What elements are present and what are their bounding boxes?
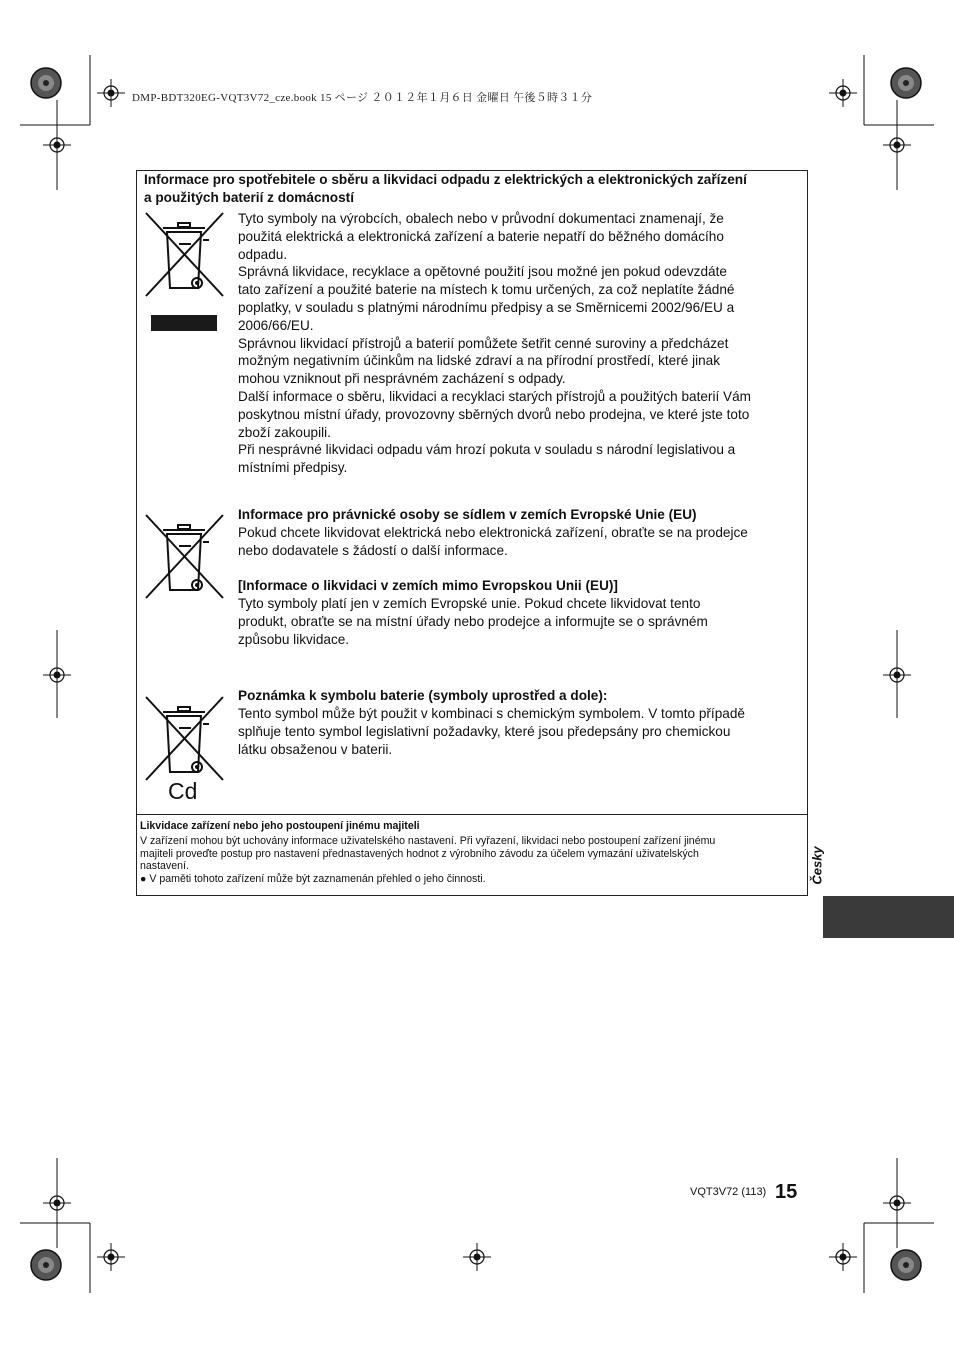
section1-title-1: Informace pro spotřebitele o sběru a likvidaci odpadu z elektrických a elektronických zařízení [144, 172, 747, 187]
section3-title: Poznámka k symbolu baterie (symboly uprostřed a dole): [238, 688, 608, 703]
section2-title2: [Informace o likvidaci v zemích mimo Evropskou Unii (EU)] [238, 578, 618, 593]
section4-body: V zařízení mohou být uchovány informace uživatelského nastavení. Při vyřazení, likvidaci nebo postoupení zařízení jinému majiteli proveďte postup pro nastavení přednastavených hodnot z výrobního závodu za účelem vymazání uživatelských nastavení. ● V paměti tohoto zařízení může být zaznamenán přehled o jeho činnosti. [140, 835, 716, 885]
box-divider [136, 814, 808, 815]
language-label: Česky [809, 846, 825, 885]
color-wheel-icon [891, 68, 921, 98]
page-number: 15 [775, 1181, 798, 1203]
registration-mark-icon [463, 1243, 491, 1271]
section3-body: Tento symbol může být použit v kombinaci s chemickým symbolem. V tomto případě splňuje tento symbol legislativní požadavky, které jsou předepsány pro chemickou látku obsaženou v baterii. [238, 706, 745, 757]
color-wheel-icon [891, 1250, 921, 1280]
section1-body: Tyto symboly na výrobcích, obalech nebo v průvodní dokumentaci znamenají, že použitá elektrická a elektronická zařízení a baterie nepatří do běžného domácího odpadu. Správná likvidace, recyklace a opětovné použití jsou možné jen pokud odevzdáte tato zařízení a použité baterie na místech k tomu určených, za což neplatíte žádné poplatky, v souladu s platnými národnímu předpisy a se Směrnicemi 2002/96/EU a 2006/66/EU. Správnou likvidací přístrojů a baterií pomůžete šetřit cenné suroviny a předcházet možným negativním účinkům na lidské zdraví a na přírodní prostředí, které jinak mohou vzniknout při nesprávném zacházení s odpady. Další informace o sběru, likvidaci a recyklaci starých přístrojů a použitých baterií Vám poskytnou místní úřady, provozovny sběrných dvorů nebo prodejna, ve které jste toto zboží zakoupili. Při nesprávné likvidaci odpadu vám hrozí pokuta v souladu s národní legislativou a místními předpisy. [238, 211, 751, 476]
registration-mark-icon [97, 1243, 125, 1271]
black-bar-symbol [151, 315, 217, 331]
chemical-symbol: Cd [168, 778, 198, 804]
crossed-bin-icon [143, 210, 229, 300]
registration-mark-icon [829, 79, 857, 107]
crossed-bin-icon [143, 694, 229, 784]
registration-mark-icon [97, 79, 125, 107]
section1-title-2: a použitých baterií z domácností [144, 190, 354, 205]
footer-code: VQT3V72 (113) [690, 1186, 767, 1198]
language-tab [823, 896, 954, 938]
section4-title: Likvidace zařízení nebo jeho postoupení jinému majiteli [140, 820, 420, 832]
crossed-bin-icon [143, 512, 229, 602]
section2-title: Informace pro právnické osoby se sídlem v zemích Evropské Unie (EU) [238, 507, 697, 522]
section2-body: Pokud chcete likvidovat elektrická nebo elektronická zařízení, obraťte se na prodejce nebo dodavatele s žádostí o další informace. [238, 525, 748, 558]
section2-body2: Tyto symboly platí jen v zemích Evropské unie. Pokud chcete likvidovat tento produkt, obraťte se na místní úřady nebo prodejce a informujte se o správném způsobu likvidace. [238, 596, 708, 647]
file-header: DMP-BDT320EG-VQT3V72_cze.book 15 ページ ２０１２年１月６日 金曜日 午後５時３１分 [132, 92, 593, 104]
color-wheel-icon [31, 1250, 61, 1280]
bullet-icon: ● [140, 872, 150, 885]
registration-mark-icon [829, 1243, 857, 1271]
color-wheel-icon [31, 68, 61, 98]
